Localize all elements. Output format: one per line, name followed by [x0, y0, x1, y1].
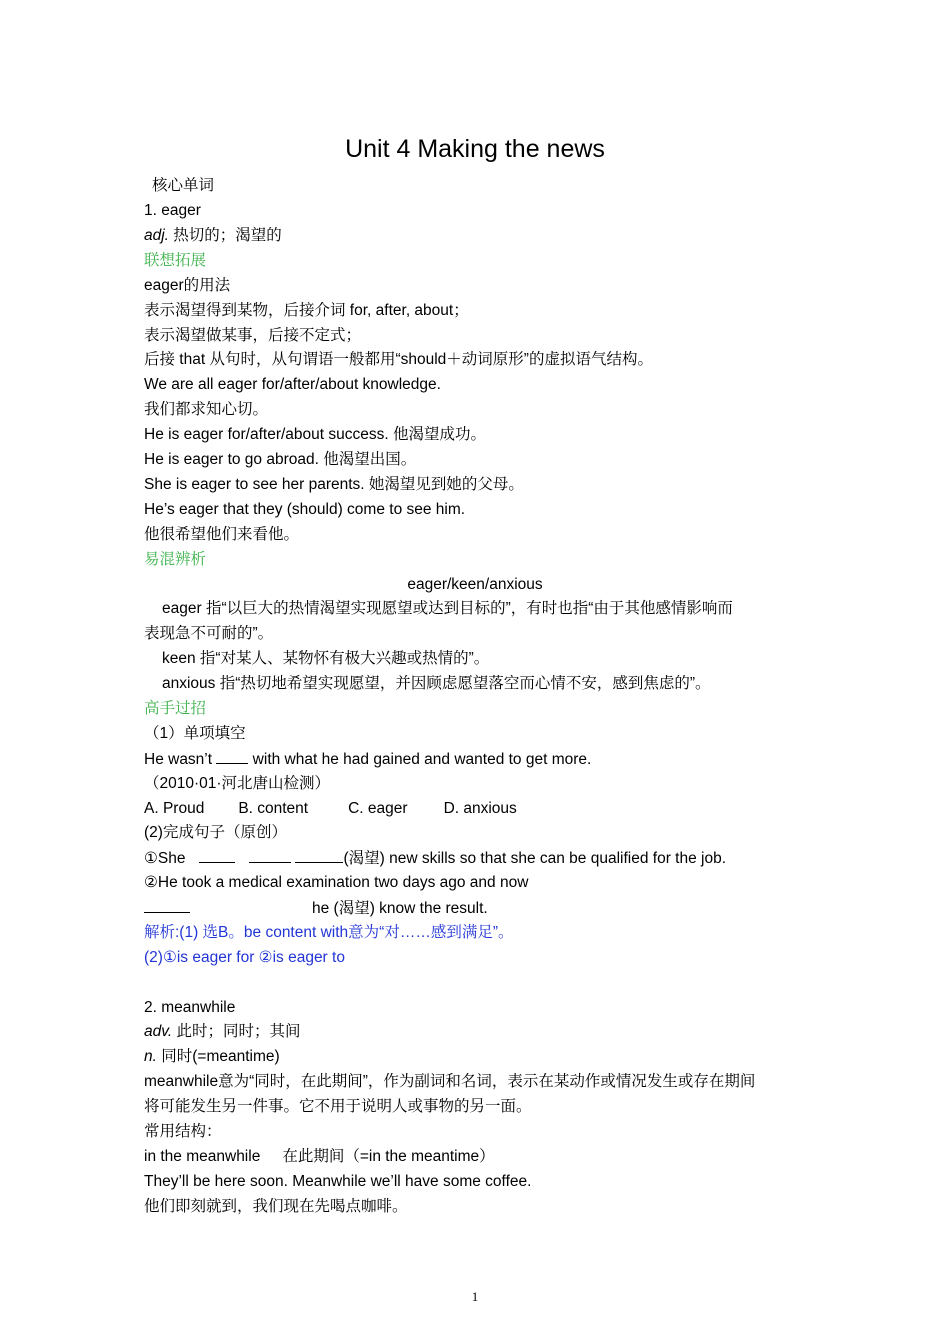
option-c: C. eager [348, 800, 408, 817]
example-sentence: He is eager for/after/about success. 他渴望成功。 [144, 426, 486, 443]
answer-blank [144, 898, 190, 913]
entry-heading-meanwhile: 2. meanwhile [144, 999, 236, 1016]
page-title: Unit 4 Making the news [345, 135, 605, 163]
compare-title: eager/keen/anxious [407, 576, 543, 593]
compare-line: anxious 指“热切地希望实现愿望，并因顾虑愿望落空而心情不安，感到焦虑的”。 [162, 675, 711, 692]
question-sentence [144, 848, 726, 869]
answer-explanation: 解析:(1) 选B。be content with意为“对……感到满足”。 [144, 924, 514, 941]
structure-line [144, 1147, 495, 1167]
example-sentence: He is eager to go abroad. 他渴望出国。 [144, 451, 417, 468]
entry-definition [144, 1022, 300, 1042]
example-sentence: She is eager to see her parents. 她渴望见到她的父母。 [144, 476, 524, 493]
example-sentence: We are all eager for/after/about knowledge. [144, 376, 441, 393]
description-line: 将可能发生另一件事。它不用于说明人或事物的另一面。 [144, 1098, 532, 1115]
definition-text: 热切的；渴望的 [169, 227, 282, 244]
page-number: 1 [471, 1289, 479, 1304]
example-translation: 他们即刻就到，我们现在先喝点咖啡。 [144, 1198, 408, 1215]
part-of-speech: adv. [144, 1023, 173, 1040]
section-heading: 核心单词 [152, 177, 215, 194]
tag-associate: 联想拓展 [144, 252, 207, 269]
part-of-speech: n. [144, 1048, 157, 1065]
structure-meaning: 在此期间（=in the meantime） [282, 1148, 495, 1165]
example-translation: 我们都求知心切。 [144, 401, 269, 418]
answer-key: (2)①is eager for ②is eager to [144, 949, 345, 966]
compare-line: keen 指“对某人、某物怀有极大兴趣或热情的”。 [162, 650, 490, 667]
definition-text: 此时；同时；其间 [172, 1023, 301, 1040]
usage-line: 表示渴望得到某物，后接介词 for, after, about； [144, 302, 469, 319]
compare-line: eager 指“以巨大的热情渴望实现愿望或达到目标的”，有时也指“由于其他感情影响而 [162, 600, 733, 617]
option-b: B. content [238, 800, 309, 817]
structure-phrase: in the meanwhile [144, 1148, 261, 1165]
question-sentence: ②He took a medical examination two days ago and now [144, 874, 529, 891]
question-sentence [144, 898, 488, 919]
answer-blank [295, 848, 343, 863]
example-sentence: They’ll be here soon. Meanwhile we’ll have some coffee. [144, 1173, 532, 1190]
tag-confuse: 易混辨析 [144, 551, 207, 568]
question-text: (渴望) new skills so that she can be qualified for the job. [343, 850, 727, 867]
entry-definition [144, 226, 282, 246]
question-text: with what he had gained and wanted to get more. [248, 751, 592, 768]
answer-blank [216, 749, 248, 764]
option-d: D. anxious [443, 800, 517, 817]
question-sentence [144, 749, 591, 770]
tag-practice: 高手过招 [144, 700, 207, 717]
usage-line: 表示渴望做某事，后接不定式； [144, 327, 362, 344]
definition-text: 同时(=meantime) [156, 1048, 280, 1065]
entry-heading-eager: 1. eager [144, 202, 201, 219]
usage-line: 后接 that 从句时，从句谓语一般都用“should＋动词原形”的虚拟语气结构。 [144, 351, 653, 368]
part-of-speech: adj. [144, 227, 169, 244]
question-text: ①She [144, 850, 186, 867]
entry-definition [144, 1047, 280, 1067]
example-translation: 他很希望他们来看他。 [144, 526, 300, 543]
question-label: （1）单项填空 [144, 725, 246, 742]
question-text: He wasn’t [144, 751, 217, 768]
question-source: （2010·01·河北唐山检测） [144, 775, 331, 792]
answer-options [144, 799, 517, 819]
compare-line: 表现急不可耐的”。 [144, 625, 274, 642]
answer-blank [199, 848, 235, 863]
example-sentence: He’s eager that they (should) come to see him. [144, 501, 466, 518]
question-text: he (渴望) know the result. [312, 900, 488, 917]
structure-title: 常用结构： [144, 1123, 222, 1140]
option-a: A. Proud [144, 800, 205, 817]
description-line: meanwhile意为“同时，在此期间”，作为副词和名词，表示在某动作或情况发生或存在期间 [144, 1073, 756, 1090]
answer-blank [249, 848, 291, 863]
question-label: (2)完成句子（原创） [144, 824, 287, 841]
usage-title: eager的用法 [144, 277, 231, 294]
